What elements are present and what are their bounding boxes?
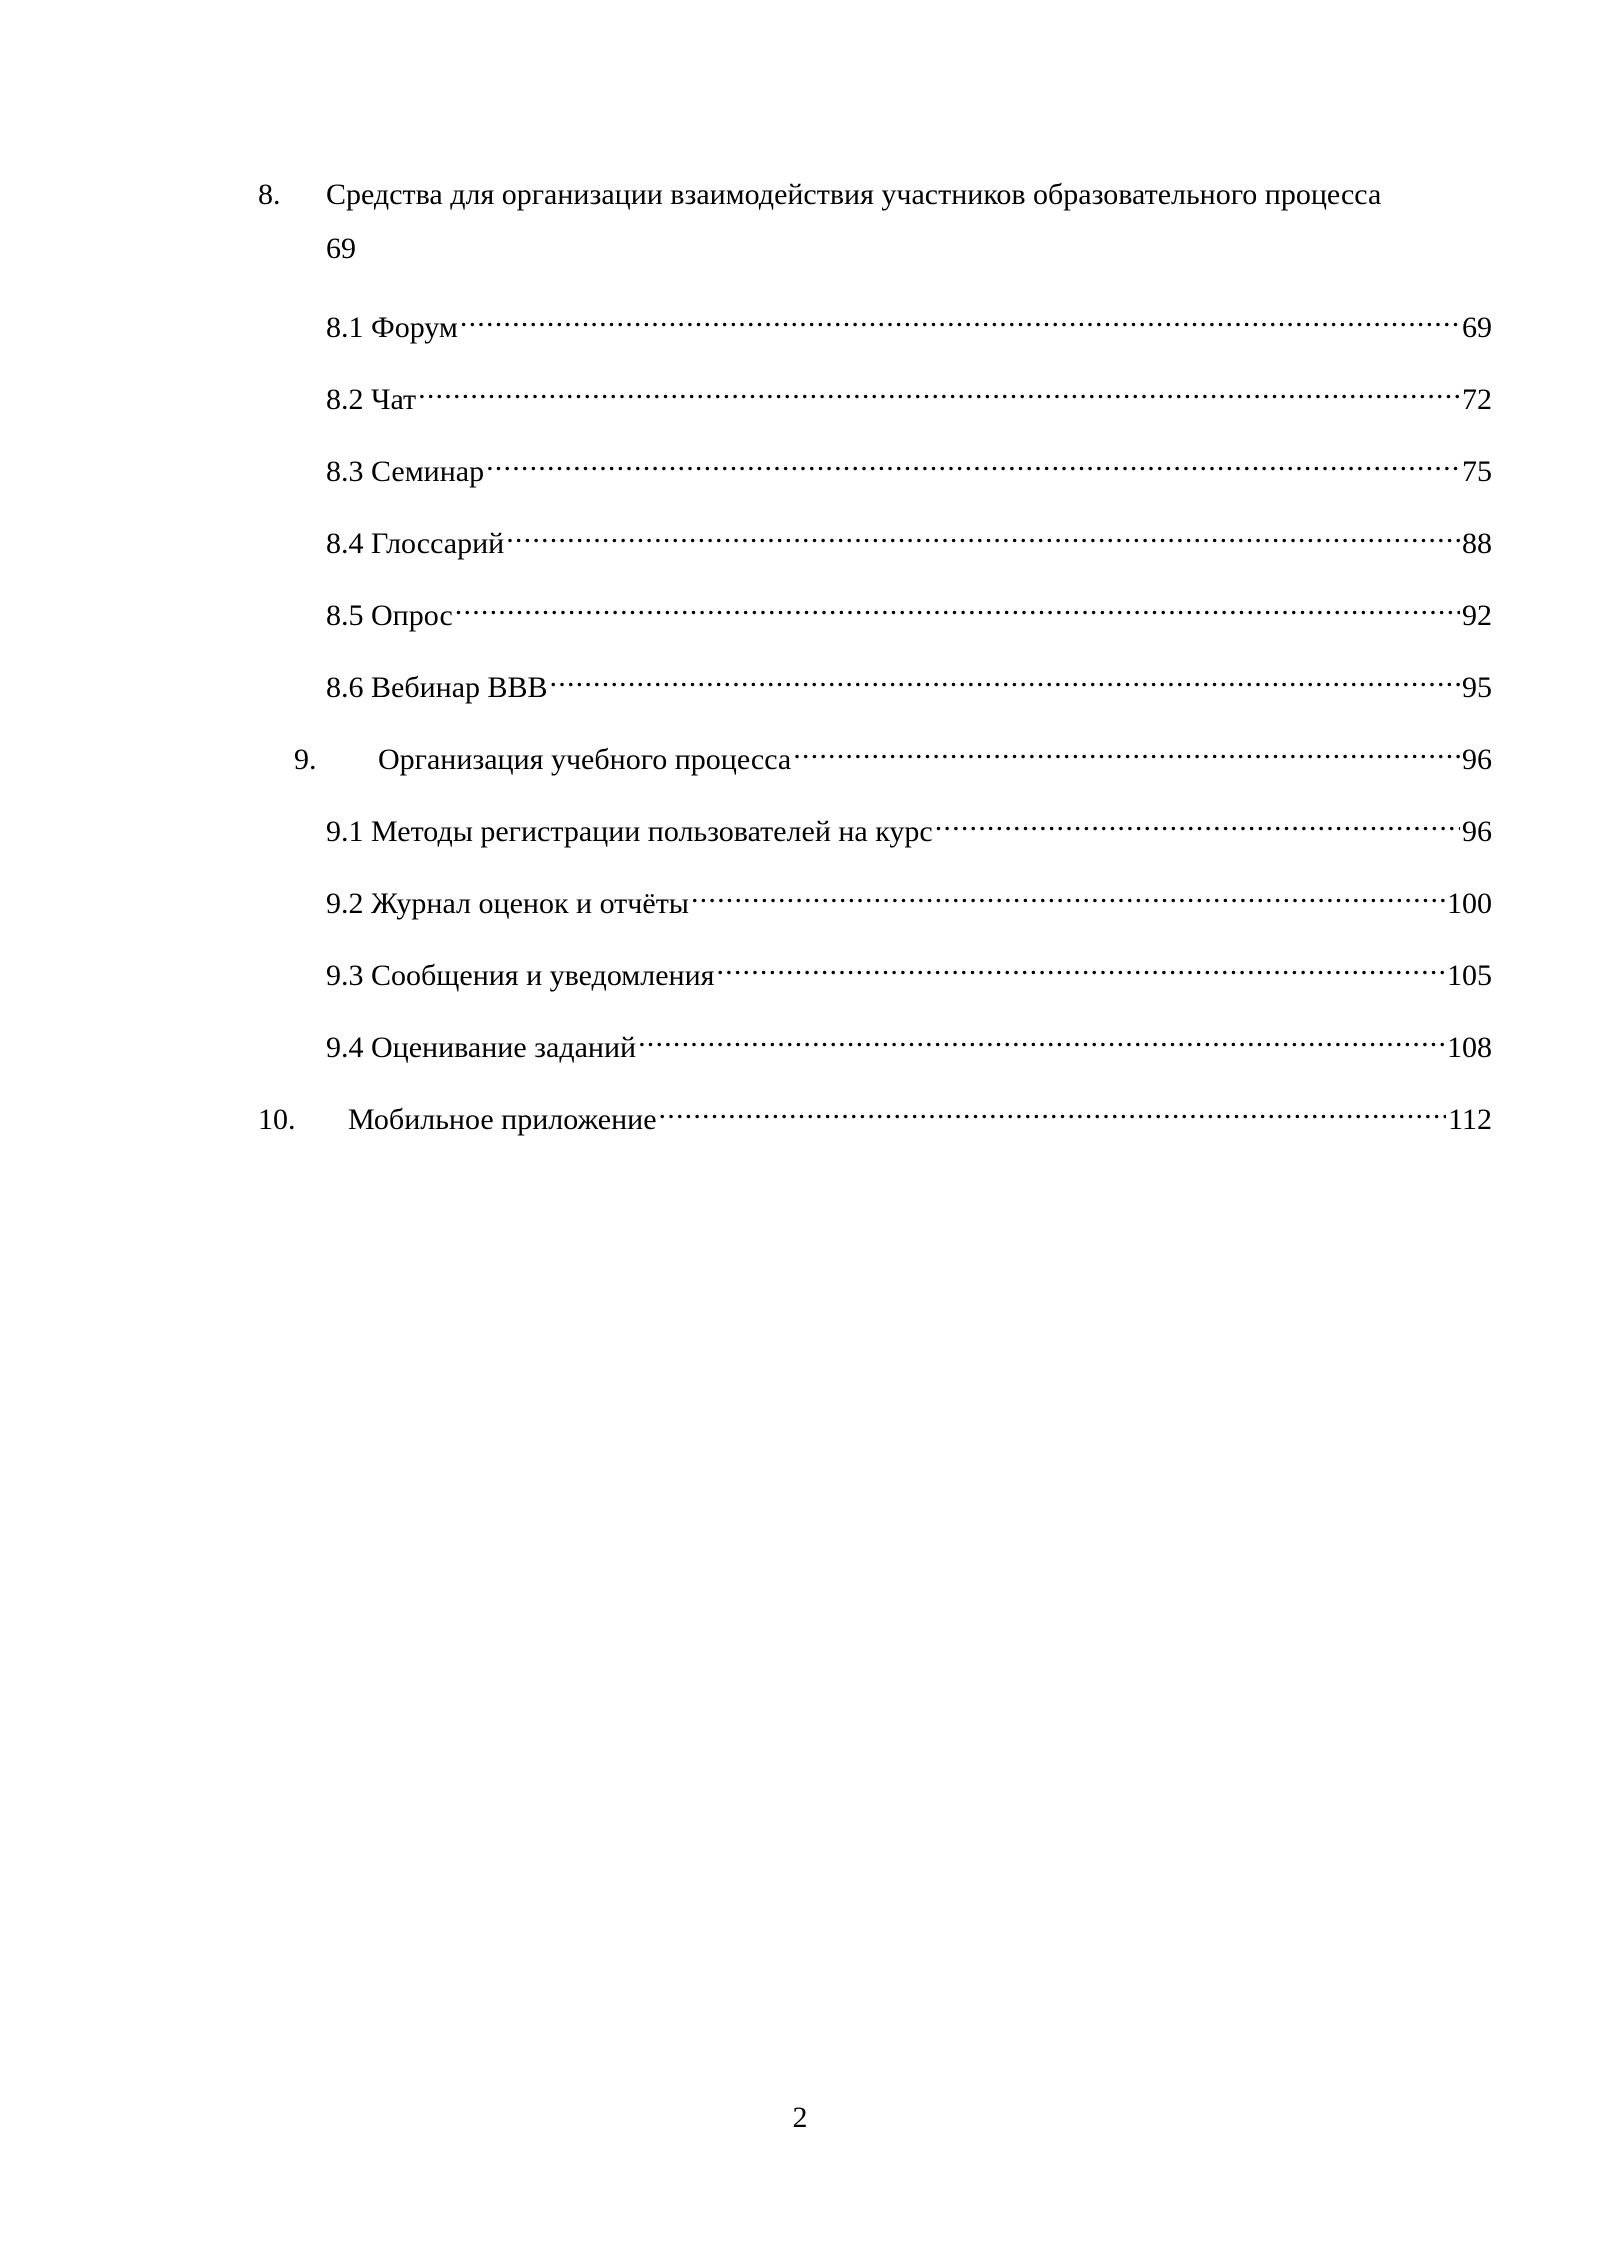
toc-page-number: 88 — [1462, 527, 1492, 560]
toc-entry-8-3[interactable] — [326, 441, 1492, 488]
toc-page-number: 96 — [1462, 743, 1492, 776]
dot-leader — [716, 945, 1445, 985]
toc-chapter-number: 10. — [258, 1103, 296, 1136]
page-number: 2 — [792, 2101, 808, 2134]
toc-entry-label: 9.2 Журнал оценок и отчёты — [326, 887, 689, 920]
toc-entry-label: 8.2 Чат — [326, 383, 417, 416]
toc-entry-8-6[interactable] — [326, 657, 1492, 704]
toc-page-number: 95 — [1462, 671, 1492, 704]
toc-entry-8-4[interactable] — [326, 513, 1492, 560]
toc-entry-8-5[interactable] — [326, 585, 1492, 632]
toc-entry-label: 9.4 Оценивание заданий — [326, 1031, 637, 1064]
toc-entry-label: 9.3 Сообщения и уведомления — [326, 959, 715, 992]
dot-leader — [793, 729, 1460, 769]
toc-page-number: 69 — [326, 232, 356, 265]
dot-leader — [506, 513, 1460, 553]
toc-entry-label: 8.3 Семинар — [326, 455, 485, 488]
dot-leader — [659, 1089, 1447, 1129]
toc-chapter-8[interactable] — [258, 168, 1492, 276]
toc-page-number: 112 — [1448, 1103, 1492, 1136]
dot-leader — [638, 1017, 1445, 1057]
toc-entry-label: 8.1 Форум — [326, 311, 458, 344]
toc-entry-label: 8.4 Глоссарий — [326, 527, 505, 560]
dot-leader — [418, 369, 1460, 409]
toc-chapter-title: Мобильное приложение — [348, 1103, 657, 1136]
toc-chapter-title: Организация учебного процесса — [378, 743, 792, 776]
toc-entry-9-3[interactable] — [326, 945, 1492, 992]
toc-page-number: 75 — [1462, 455, 1492, 488]
dot-leader — [455, 585, 1460, 625]
toc-page-number: 108 — [1447, 1031, 1492, 1064]
dot-leader — [486, 441, 1460, 481]
toc-chapter-number: 9. — [294, 743, 317, 776]
dot-leader — [550, 657, 1460, 697]
toc-chapter-number: 8. — [258, 178, 281, 211]
toc-entry-label: 9.1 Методы регистрации пользователей на курс — [326, 815, 933, 848]
toc-entry-label: 8.5 Опрос — [326, 599, 453, 632]
toc-page-number: 96 — [1462, 815, 1492, 848]
toc-chapter-title: Средства для организации взаимодействия участников образовательного процесса — [326, 178, 1382, 211]
toc-entry-9-1[interactable] — [326, 801, 1492, 848]
toc-entry-9-2[interactable] — [326, 873, 1492, 920]
toc-page-number: 105 — [1447, 959, 1492, 992]
toc-page-number: 100 — [1447, 887, 1492, 920]
toc-entry-8-1[interactable] — [326, 297, 1492, 344]
dot-leader — [460, 297, 1460, 337]
toc-chapter-10[interactable] — [258, 1089, 1492, 1136]
toc-page-number: 69 — [1462, 311, 1492, 344]
toc-page-number: 92 — [1462, 599, 1492, 632]
toc-page-number: 72 — [1462, 383, 1492, 416]
dot-leader — [935, 801, 1460, 841]
toc-entry-9-4[interactable] — [326, 1017, 1492, 1064]
toc-chapter-9[interactable] — [294, 729, 1492, 776]
dot-leader — [691, 873, 1445, 913]
toc-entry-8-2[interactable] — [326, 369, 1492, 416]
toc-entry-label: 8.6 Вебинар BBB — [326, 671, 548, 704]
